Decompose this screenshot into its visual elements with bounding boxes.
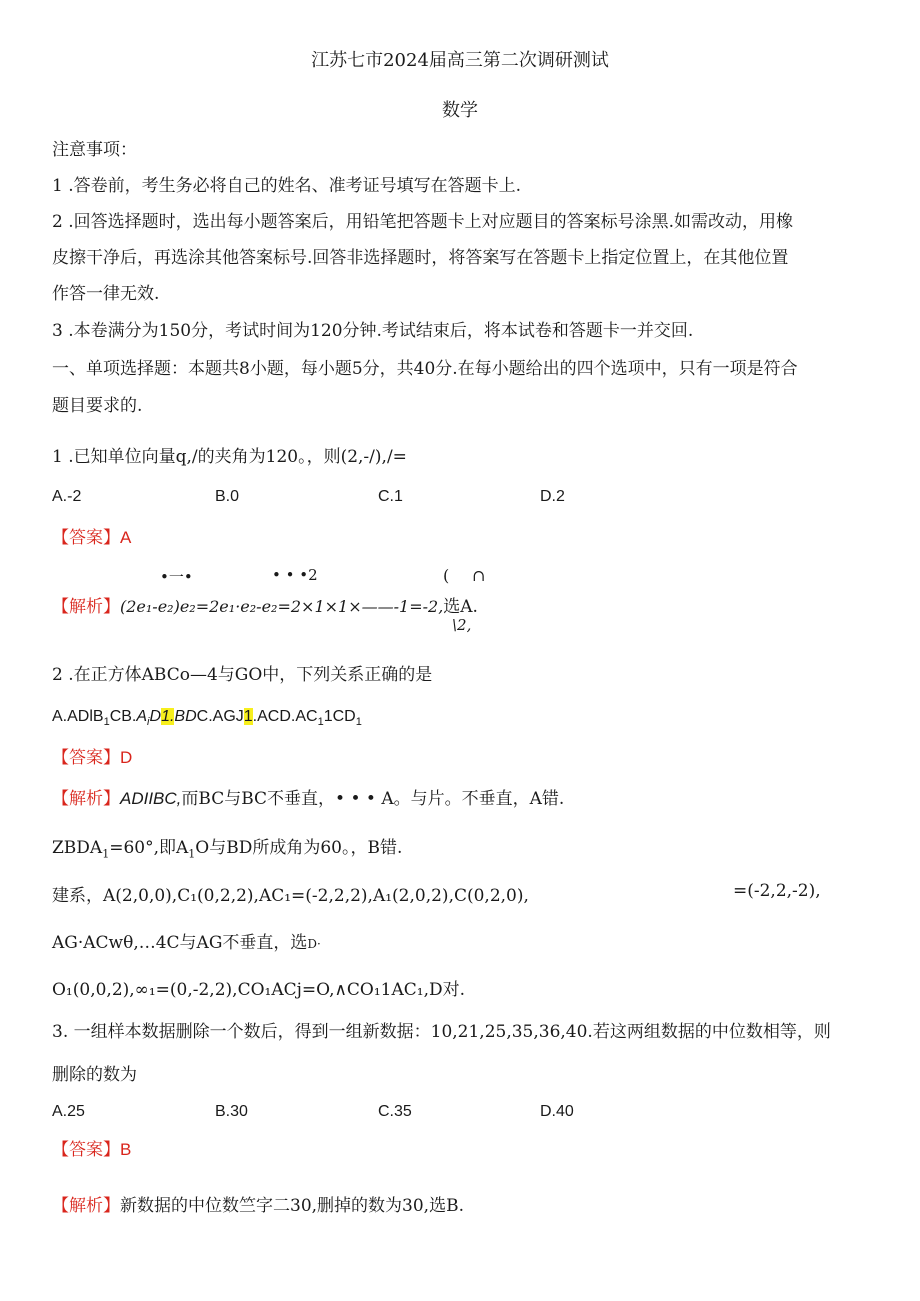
q2-line-b-sub: 1 — [102, 847, 110, 861]
answer-label: 【答案】 — [52, 748, 120, 768]
analysis-label: 【解析】 — [52, 597, 120, 617]
q1-analysis-formula: (2e₁-e₂)e₂=2e₁·e₂-e₂=2×1×1×——-1=-2, — [120, 597, 444, 616]
q1-analysis — [52, 592, 478, 617]
q3-option-d: D.40 — [540, 1103, 574, 1120]
q2-line-c: 建系，A(2,0,0),C₁(0,2,2),AC₁=(-2,2,2),A₁(2,0,2),C(0,2,0), — [52, 886, 529, 906]
q2-analysis — [52, 784, 564, 809]
q2-option-d-sub: 1 — [317, 716, 324, 729]
q2-option-a-sub: 1 — [103, 716, 110, 729]
q1-option-a: A.-2 — [52, 488, 82, 505]
question-3-stem-line-1: 3. 一组样本数据删除一个数后，得到一组新数据：10,21,25,35,36,40.若这两组数据的中位数相等，则 — [52, 1022, 831, 1042]
analysis-label: 【解析】 — [52, 789, 120, 809]
q2-option-b: CB. — [109, 708, 137, 725]
q2-option-c-tail: .ACD.AC — [252, 708, 318, 725]
subject-title: 数学 — [442, 100, 478, 121]
question-3-stem-line-2: 删除的数为 — [52, 1065, 137, 1085]
page-title: 江苏七市2024届高三第二次调研测试 — [311, 50, 609, 71]
notice-item-2-line-1: 2 .回答选择题时，选出每小题答案后，用铅笔把答题卡上对应题目的答案标号涂黑.如需改动，用橡 — [52, 212, 794, 232]
q2-highlight-1: 1. — [161, 708, 175, 725]
q2-line-d-small: D· — [307, 937, 321, 951]
question-2-stem: 2 .在正方体ABCo—4与GO中，下列关系正确的是 — [52, 665, 433, 685]
analysis-label: 【解析】 — [52, 1196, 120, 1216]
notice-heading: 注意事项： — [52, 140, 137, 160]
notice-item-2-line-3: 作答一律无效. — [52, 284, 160, 304]
q2-line-b — [52, 833, 402, 860]
section-heading-line-1: 一、单项选择题：本题共8小题，每小题5分，共40分.在每小题给出的四个选项中，只有一项是符合 — [52, 359, 798, 379]
q1-option-c: C.1 — [378, 488, 403, 505]
answer-label: 【答案】 — [52, 528, 120, 548]
q2-option-c: C.AGJ — [196, 708, 244, 725]
q1-answer — [52, 523, 131, 548]
q1-fraction-bottom: \2, — [452, 616, 472, 634]
q2-line-c-right: =(-2,2,-2), — [733, 881, 821, 901]
q2-line-e: O₁(0,0,2),∞₁=(0,-2,2),CO₁ACj=O,∧CO₁1AC₁,D对. — [52, 980, 466, 1000]
q2-highlight-2: 1 — [243, 708, 253, 725]
q1-fraction-top-left: •一• — [160, 568, 193, 586]
q2-line-b-pre: ZBDA — [52, 838, 103, 858]
q2-line-d — [52, 928, 321, 953]
q2-option-b-tail: BD — [174, 708, 197, 725]
q2-option-d-sub-2: 1 — [355, 716, 362, 729]
q2-options — [52, 708, 362, 728]
q1-bracket-right: ∩ — [472, 566, 486, 585]
q3-option-a: A.25 — [52, 1103, 85, 1120]
q1-option-d: D.2 — [540, 488, 565, 505]
q2-option-d: 1CD — [323, 708, 356, 725]
question-1-stem: 1 .已知单位向量q,/的夹角为120。，则(2,-/),/= — [52, 447, 407, 467]
answer-label: 【答案】 — [52, 1140, 120, 1160]
notice-item-1: 1 .答卷前，考生务必将自己的姓名、准考证号填写在答题卡上. — [52, 176, 522, 196]
q2-option-b-italic: A — [136, 708, 148, 725]
q2-option-b-sub: i — [147, 716, 150, 729]
q3-answer — [52, 1135, 131, 1160]
notice-item-2-line-2: 皮擦干净后，再选涂其他答案标号.回答非选择题时，将答案写在答题卡上指定位置上，在其他位置 — [52, 248, 789, 268]
q3-analysis-text: 新数据的中位数竺字二30,删掉的数为30,选B. — [120, 1196, 464, 1216]
q2-option-a: A.ADlB — [52, 708, 104, 725]
q2-analysis-italic: ADIIBC, — [120, 789, 182, 808]
q1-bracket-left: ( — [443, 566, 450, 585]
q3-option-b: B.30 — [215, 1103, 248, 1120]
q3-analysis — [52, 1191, 464, 1216]
q2-line-b-mid: =60°,即A — [109, 838, 189, 858]
notice-item-3: 3 .本卷满分为150分，考试时间为120分钟.考试结束后，将本试卷和答题卡一并交回. — [52, 321, 694, 341]
answer-value: B — [120, 1140, 132, 1159]
q1-analysis-tail: 选A. — [443, 597, 478, 617]
q1-fraction-top-right: • • •2 — [272, 566, 318, 584]
section-heading-line-2: 题目要求的. — [52, 396, 143, 416]
answer-value: D — [120, 748, 133, 767]
q2-line-b-post: O与BD所成角为60。，B错. — [195, 838, 403, 858]
q1-option-b: B.0 — [215, 488, 240, 505]
q2-line-d-text: AG·ACwθ,…4C与AG不垂直，选 — [52, 933, 308, 953]
q2-line-b-sub-2: 1 — [188, 847, 196, 861]
q2-option-b-italic-2: D — [149, 708, 162, 725]
q3-option-c: C.35 — [378, 1103, 412, 1120]
q2-analysis-rest: 而BC与BC不垂直，• • • A。与片。不垂直，A错. — [181, 789, 565, 809]
q2-answer — [52, 743, 132, 768]
answer-value: A — [120, 528, 132, 547]
